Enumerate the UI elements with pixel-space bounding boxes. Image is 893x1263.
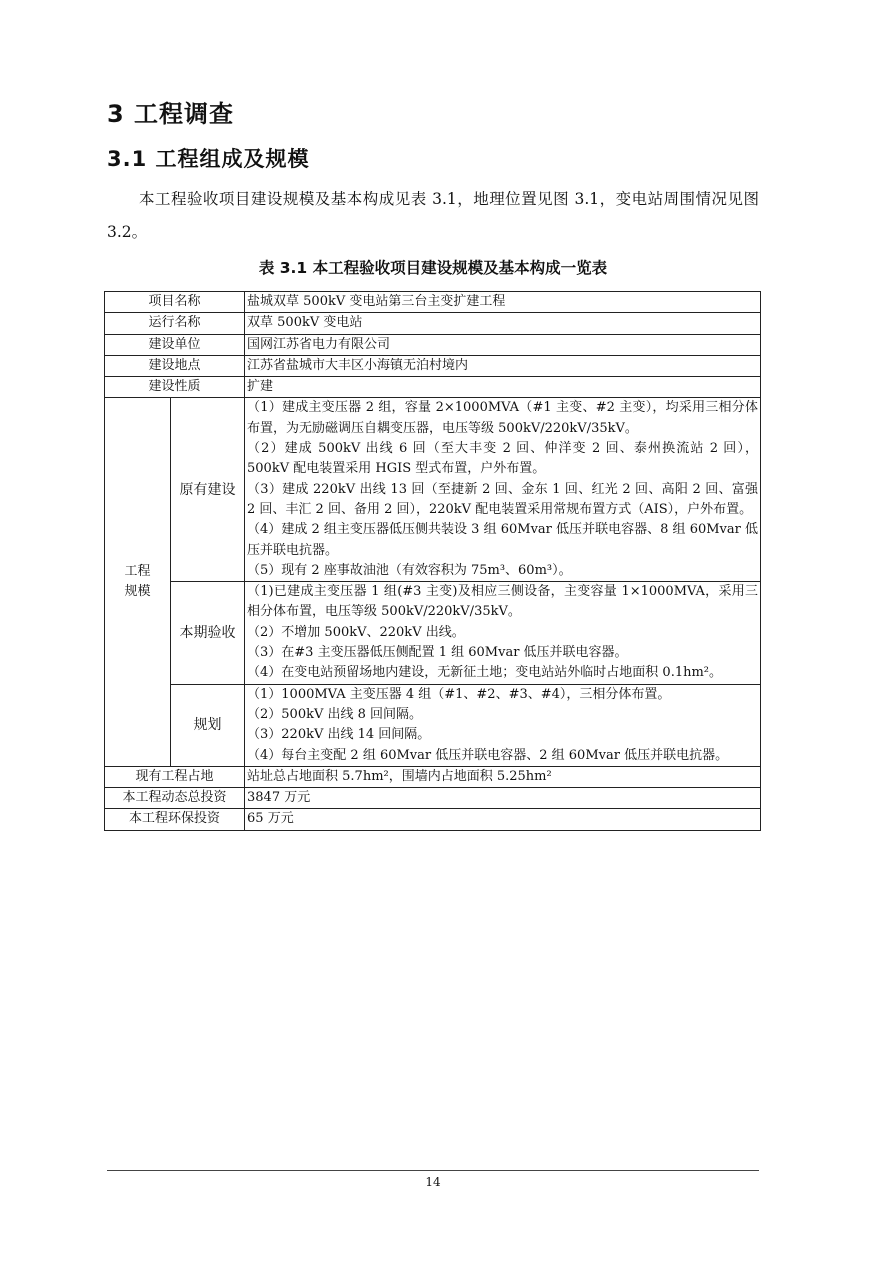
list-item: （3）在#3 主变压器低压侧配置 1 组 60Mvar 低压并联电容器。 (247, 645, 628, 661)
footer-divider (107, 1170, 759, 1171)
list-item: （1）1000MVA 主变压器 4 组（#1、#2、#3、#4），三相分体布置。 (247, 686, 671, 702)
operation-name-value: 双草 500kV 变电站 (245, 313, 761, 334)
current-items (245, 582, 761, 684)
project-name-label: 项目名称 (105, 292, 245, 313)
scale-label-line1: 工程 (124, 563, 151, 579)
plan-label: 规划 (171, 684, 245, 766)
existing-items (245, 398, 761, 582)
location-value: 江苏省盐城市大丰区小海镇无泊村境内 (245, 355, 761, 376)
list-item: （1)已建成主变压器 1 组(#3 主变)及相应三侧设备，主变容量 1×1000MVA，采用三相分体布置，电压等级 500kV/220kV/35kV。 (247, 584, 759, 620)
builder-value: 国网江苏省电力有限公司 (245, 334, 761, 355)
list-item: （4）每台主变配 2 组 60Mvar 低压并联电容器、2 组 60Mvar 低压并联电抗器。 (247, 747, 729, 763)
invest-value: 3847 万元 (245, 788, 761, 809)
list-item: （2）500kV 出线 8 回间隔。 (247, 706, 423, 722)
table-row (105, 313, 761, 334)
table-row (105, 809, 761, 830)
location-label: 建设地点 (105, 355, 245, 376)
plan-items (245, 684, 761, 766)
list-item: （4）建成 2 组主变压器低压侧共装设 3 组 60Mvar 低压并联电容器、8 组 60Mvar 低压并联电抗器。 (247, 522, 759, 558)
env-invest-label: 本工程环保投资 (105, 809, 245, 830)
list-item: （5）现有 2 座事故油池（有效容积为 75m³、60m³）。 (247, 562, 572, 578)
env-invest-value: 65 万元 (245, 809, 761, 830)
operation-name-label: 运行名称 (105, 313, 245, 334)
table-row (105, 398, 761, 582)
table-row (105, 766, 761, 787)
list-item: （1）建成主变压器 2 组，容量 2×1000MVA（#1 主变、#2 主变），均采用三相分体布置，为无励磁调压自耦变压器，电压等级 500kV/220kV/35kV。 (247, 400, 759, 436)
table-row (105, 377, 761, 398)
page-number: 14 (425, 1175, 441, 1189)
list-item: （2）建成 500kV 出线 6 回（至大丰变 2 回、仲洋变 2 回、泰州换流站 2 回），500kV 配电装置采用 HGIS 型式布置，户外布置。 (247, 441, 759, 477)
table-row (105, 355, 761, 376)
list-item: （4）在变电站预留场地内建设，无新征土地；变电站站外临时占地面积 0.1hm²。 (247, 665, 723, 681)
table-row (105, 334, 761, 355)
table-row (105, 788, 761, 809)
existing-label: 原有建设 (171, 398, 245, 582)
table-row (105, 292, 761, 313)
scale-label (105, 398, 171, 766)
subsection-heading: 3.1 工程组成及规模 (107, 147, 310, 171)
project-scale-table (104, 291, 761, 831)
table-row (105, 684, 761, 766)
land-value: 站址总占地面积 5.7hm²，围墙内占地面积 5.25hm² (245, 766, 761, 787)
land-label: 现有工程占地 (105, 766, 245, 787)
invest-label: 本工程动态总投资 (105, 788, 245, 809)
list-item: （3）建成 220kV 出线 13 回（至捷新 2 回、金东 1 回、红光 2 回、高阳 2 回、富强 2 回、丰汇 2 回、备用 2 回），220kV 配电装置采用常规布置方式（AIS），户外布置。 (247, 481, 759, 517)
list-item: （3）220kV 出线 14 回间隔。 (247, 727, 431, 743)
table-row (105, 582, 761, 684)
project-name-value: 盐城双草 500kV 变电站第三台主变扩建工程 (245, 292, 761, 313)
nature-label: 建设性质 (105, 377, 245, 398)
section-heading: 3 工程调查 (107, 100, 235, 128)
table-caption: 表 3.1 本工程验收项目建设规模及基本构成一览表 (258, 259, 608, 277)
list-item: （2）不增加 500kV、220kV 出线。 (247, 624, 465, 640)
scale-label-line2: 规模 (124, 584, 151, 600)
current-label: 本期验收 (171, 582, 245, 684)
intro-paragraph: 本工程验收项目建设规模及基本构成见表 3.1，地理位置见图 3.1，变电站周围情况见图 3.2。 (107, 190, 759, 241)
nature-value: 扩建 (245, 377, 761, 398)
builder-label: 建设单位 (105, 334, 245, 355)
